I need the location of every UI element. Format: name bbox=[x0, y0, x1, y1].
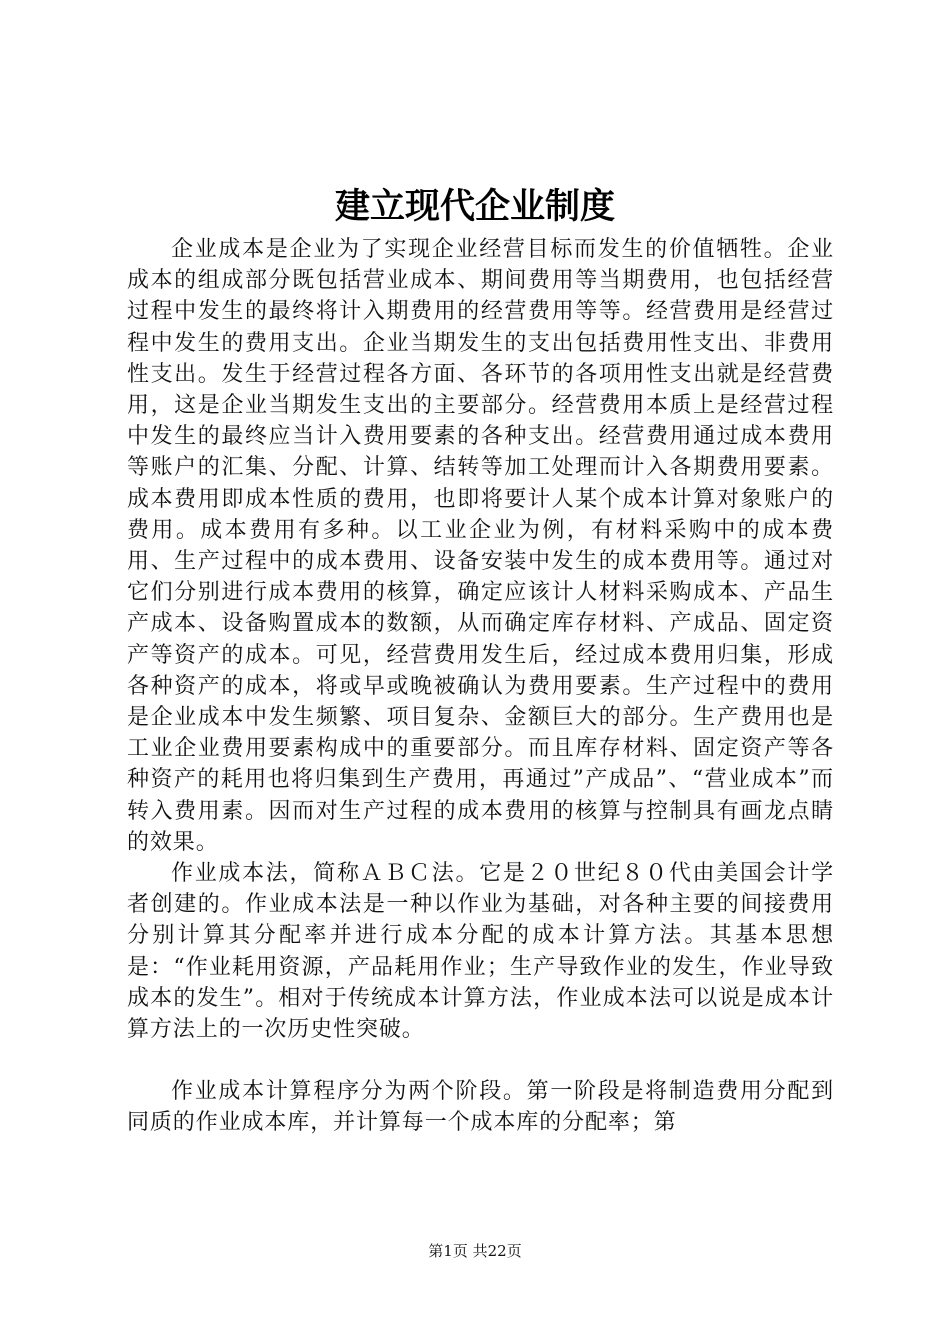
page-footer: 第1页 共22页 bbox=[428, 1242, 522, 1260]
document-body bbox=[127, 234, 834, 1139]
document-title: 建立现代企业制度 bbox=[334, 186, 615, 227]
paragraph-3: 作业成本计算程序分为两个阶段。第一阶段是将制造费用分配到同质的作业成本库，并计算每一个成本库的分配率；第 bbox=[127, 1079, 834, 1136]
paragraph-1: 企业成本是企业为了实现企业经营目标而发生的价值牺牲。企业成本的组成部分既包括营业成本、期间费用等当期费用，也包括经营过程中发生的最终将计入期费用的经营费用等等。经营费用是经营过程中发生的费用支出。企业当期发生的支出包括费用性支出、非费用性支出。发生于经营过程各方面、各环节的各项用性支出就是经营费用，这是企业当期发生支出的主要部分。经营费用本质上是经营过程中发生的最终应当计入费用要素的各种支出。经营费用通过成本费用等账户的汇集、分配、计算、结转等加工处理而计入各期费用要素。成本费用即成本性质的费用，也即将要计人某个成本计算对象账户的费用。成本费用有多种。以工业企业为例，有材料采购中的成本费用、生产过程中的成本费用、设备安装中发生的成本费用等。通过对它们分别进行成本费用的核算，确定应该计人材料采购成本、产品生产成本、设备购置成本的数额，从而确定库存材料、产成品、固定资产等资产的成本。可见，经营费用发生后，经过成本费用归集，形成各种资产的成本，将或早或晚被确认为费用要素。生产过程中的费用是企业成本中发生频繁、项目复杂、金额巨大的部分。生产费用也是工业企业费用要素构成中的重要部分。而且库存材料、固定资产等各种资产的耗用也将归集到生产费用，再通过”产成品”、“营业成本”而转入费用素。因而对生产过程的成本费用的核算与控制具有画龙点睛的效果。 bbox=[127, 237, 834, 855]
paragraph-2: 作业成本法，简称ＡＢＣ法。它是２０世纪８０代由美国会计学者创建的。作业成本法是一种以作业为基础，对各种主要的间接费用分别计算其分配率并进行成本分配的成本计算方法。其基本思想是：“作业耗用资源，产品耗用作业；生产导致作业的发生，作业导致成本的发生”。相对于传统成本计算方法，作业成本法可以说是成本计算方法上的一次历史性突破。 bbox=[127, 861, 834, 1043]
